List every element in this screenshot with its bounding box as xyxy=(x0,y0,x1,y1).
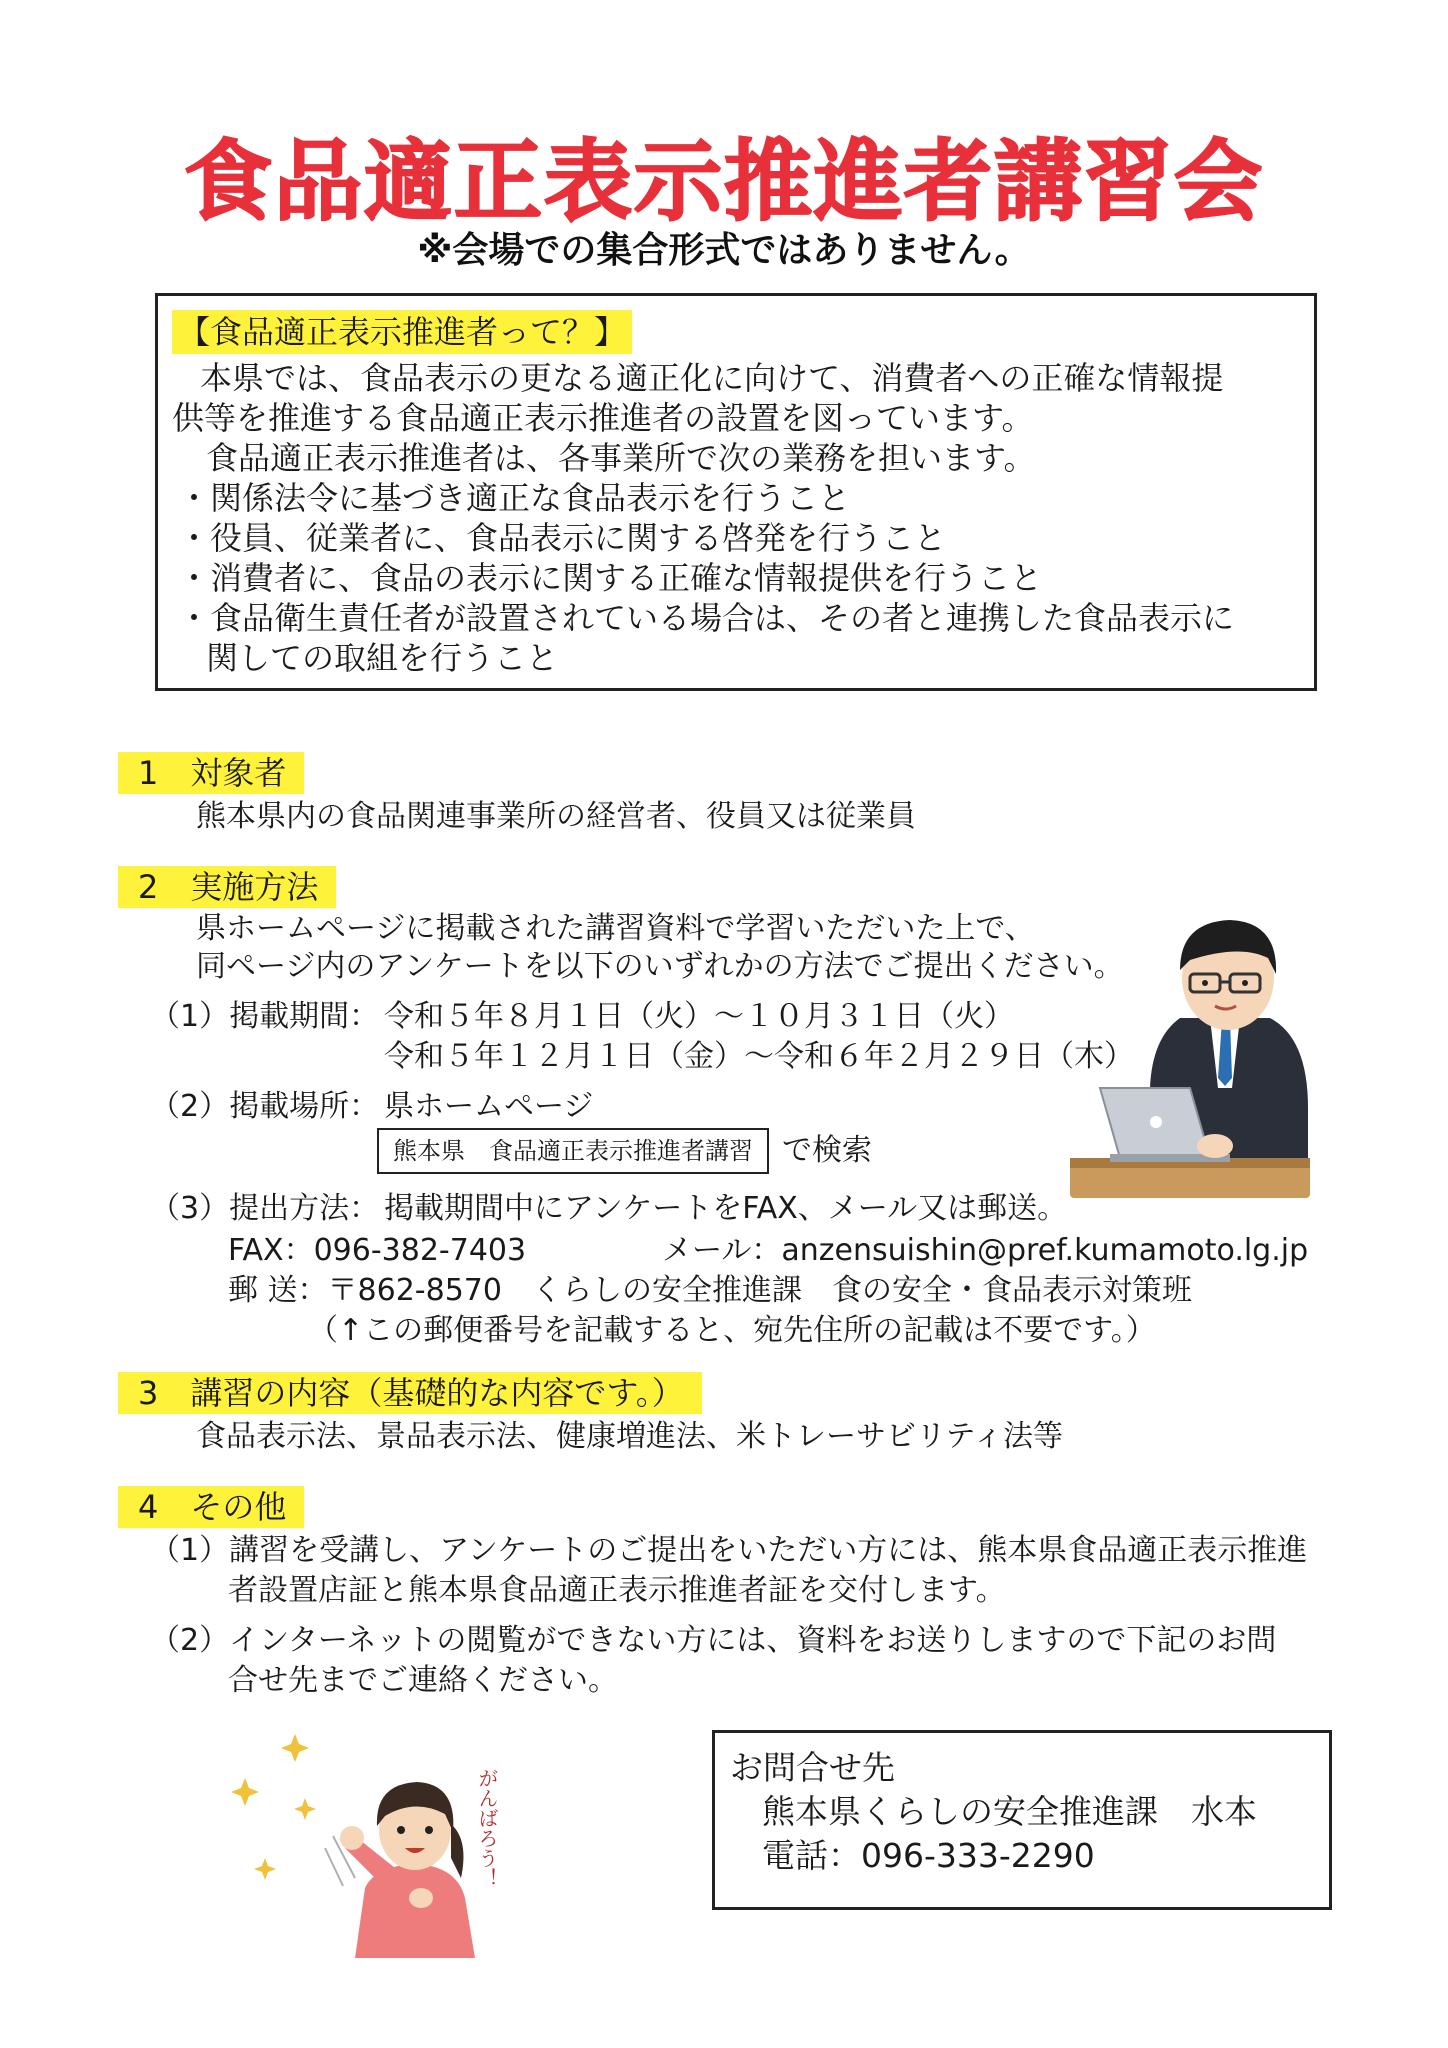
postal-address: 郵 送：〒862-8570 くらしの安全推進課 食の安全・食品表示対策班 xyxy=(228,1273,1192,1308)
intro-line: 食品適正表示推進者は、各事業所で次の業務を担います。 xyxy=(206,439,1036,477)
cheering-woman-illustration xyxy=(225,1728,555,1958)
postal-note: （↑この郵便番号を記載すると、宛先住所の記載は不要です。） xyxy=(308,1313,1156,1348)
intro-line: 供等を推進する食品適正表示推進者の設置を図っています。 xyxy=(172,399,1034,437)
place-value: 県ホームページ xyxy=(384,1089,594,1124)
intro-bullet: ・役員、従業者に、食品表示に関する啓発を行うこと xyxy=(178,519,947,557)
intro-bullet: ・関係法令に基づき適正な食品表示を行うこと xyxy=(178,479,851,517)
period-2: 令和５年１２月１日（金）～令和６年２月２９日（木） xyxy=(384,1039,1134,1074)
intro-heading: 【食品適正表示推進者って？】 xyxy=(172,310,632,354)
page-subtitle: ※会場での集合形式ではありません。 xyxy=(417,230,1031,271)
intro-bullet: ・消費者に、食品の表示に関する正確な情報提供を行うこと xyxy=(178,559,1043,597)
period-label: （1）掲載期間： xyxy=(150,999,380,1034)
section-4-heading: 4 その他 xyxy=(118,1486,304,1528)
contact-heading: お問合せ先 xyxy=(730,1748,895,1787)
section-2-heading: 2 実施方法 xyxy=(118,866,336,908)
businessman-illustration xyxy=(1040,908,1340,1218)
search-suffix: で検索 xyxy=(782,1133,872,1168)
search-keyword-box: 熊本県 食品適正表示推進者講習 xyxy=(377,1128,769,1174)
email-address: メール：anzensuishin@pref.kumamoto.lg.jp xyxy=(662,1233,1309,1268)
section-4-item-2: （2）インターネットの閲覧ができない方には、資料をお送りしますので下記のお問 xyxy=(150,1623,1277,1658)
section-4-item-2-cont: 合せ先までご連絡ください。 xyxy=(228,1663,618,1698)
method-label: （3）提出方法： xyxy=(150,1191,380,1226)
section-1-body: 熊本県内の食品関連事業所の経営者、役員又は従業員 xyxy=(196,799,916,834)
section-4-item-1: （1）講習を受講し、アンケートのご提出をいただい方には、熊本県食品適正表示推進 xyxy=(150,1533,1308,1568)
section-4-item-1-cont: 者設置店証と熊本県食品適正表示推進者証を交付します。 xyxy=(228,1573,1006,1608)
method-value: 掲載期間中にアンケートをFAX、メール又は郵送。 xyxy=(384,1191,1068,1226)
intro-bullet: ・食品衛生責任者が設置されている場合は、その者と連携した食品表示に xyxy=(178,599,1235,637)
section-1-heading: 1 対象者 xyxy=(118,752,304,794)
fax-number: FAX：096-382-7403 xyxy=(228,1233,527,1268)
page-title: 食品適正表示推進者講習会 xyxy=(183,130,1264,233)
cheer-text: がんばろう！ xyxy=(475,1768,499,1888)
intro-line: 本県では、食品表示の更なる適正化に向けて、消費者への正確な情報提 xyxy=(200,359,1224,397)
intro-bullet-cont: 関しての取組を行うこと xyxy=(206,639,559,677)
place-label: （2）掲載場所： xyxy=(150,1089,380,1124)
period-1: 令和５年８月１日（火）～１０月３１日（火） xyxy=(384,999,1014,1034)
section-2-body: 県ホームページに掲載された講習資料で学習いただいた上で、 xyxy=(196,911,1035,946)
section-3-heading: 3 講習の内容（基礎的な内容です。） xyxy=(118,1372,702,1414)
section-3-body: 食品表示法、景品表示法、健康増進法、米トレーサビリティ法等 xyxy=(196,1419,1063,1454)
sparkle-icon xyxy=(231,1734,361,1880)
section-2-body: 同ページ内のアンケートを以下のいずれかの方法でご提出ください。 xyxy=(196,949,1124,984)
contact-phone: 電話：096-333-2290 xyxy=(762,1836,1095,1875)
contact-department: 熊本県くらしの安全推進課 水本 xyxy=(762,1792,1257,1831)
